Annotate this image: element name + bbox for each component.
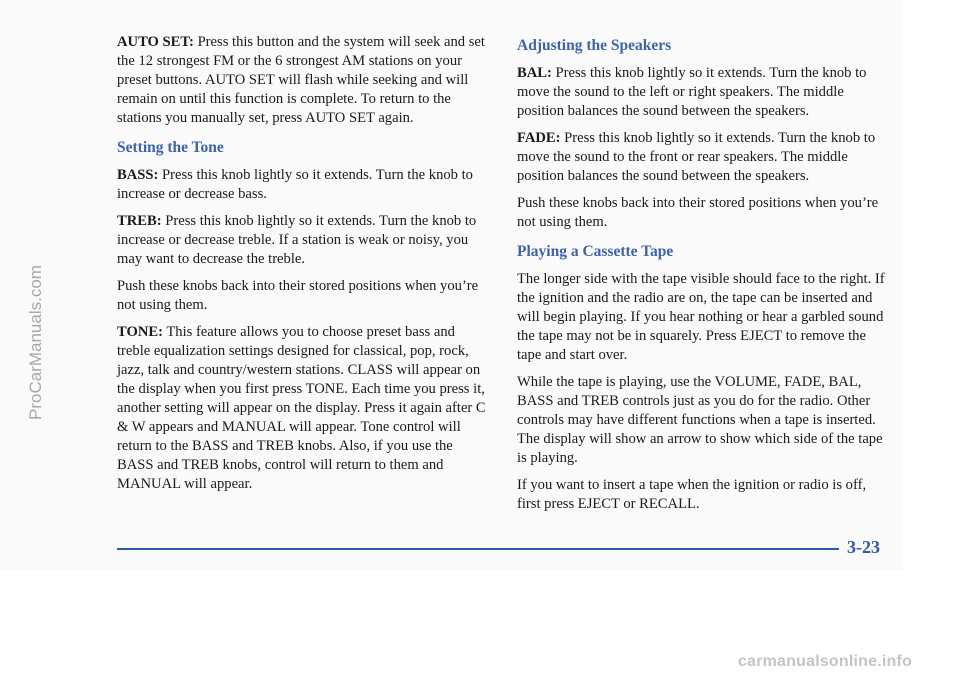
bal-text: Press this knob lightly so it extends. Turn the knob to move the sound to the left or right speakers. The middle position balances the sound between the speakers.: [517, 65, 867, 119]
push-knobs-paragraph: Push these knobs back into their stored positions when you’re not using them.: [117, 278, 479, 313]
bal-term: BAL:: [517, 65, 552, 81]
bass-paragraph: [117, 166, 487, 204]
left-column: [117, 33, 487, 502]
bass-term: BASS:: [117, 167, 159, 183]
tone-paragraph: [117, 323, 487, 494]
treb-text: Press this knob lightly so it extends. Turn the knob to increase or decrease treble. If a station is weak or noisy, you may want to decrease the treble.: [117, 213, 477, 267]
footer-rule: [117, 548, 839, 550]
tone-term: TONE:: [117, 324, 163, 340]
cassette-paragraph-3: If you want to insert a tape when the ignition or radio is off, first press EJECT or RECALL.: [517, 477, 867, 512]
auto-set-term: AUTO SET:: [117, 34, 194, 50]
watermark-footer: carmanualsonline.info: [738, 653, 913, 670]
auto-set-text: Press this button and the system will seek and set the 12 strongest FM or the 6 strongest AM stations on your preset buttons. AUTO SET will flash while seeking and will remain on until this function is complete. To return to the stations you manually set, press AUTO SET again.: [117, 34, 485, 126]
cassette-paragraph-1: The longer side with the tape visible should face to the right. If the ignition and the radio are on, the tape can be inserted and will begin playing. If you hear nothing or hear a garbled sound the tape may not be in squarely. Press EJECT to remove the tape and start over.: [517, 271, 885, 363]
tone-text: This feature allows you to choose preset bass and treble equalization settings designed for classical, pop, rock, jazz, talk and country/western stations. CLASS will appear on the display when you first press TONE. Each time you press it, another setting will appear on the display. Press it again after C & W appears and MANUAL will appear. Tone control will return to the BASS and TREB knobs. Also, if you use the BASS and TREB knobs, control will return to them and MANUAL will appear.: [117, 324, 486, 492]
auto-set-paragraph: [117, 33, 487, 128]
tone-heading: Setting the Tone: [117, 139, 224, 156]
right-column: [517, 33, 890, 522]
fade-paragraph: [517, 129, 890, 186]
treb-paragraph: [117, 212, 487, 269]
cassette-heading: Playing a Cassette Tape: [517, 243, 674, 260]
cassette-paragraph-2: While the tape is playing, use the VOLUME, FADE, BAL, BASS and TREB controls just as you do for the radio. Other controls may have different functions when a tape is inserted. The display will show an arrow to show which side of the tape is playing.: [517, 374, 883, 466]
treb-term: TREB:: [117, 213, 162, 229]
watermark-left: ProCarManuals.com: [26, 265, 45, 420]
speakers-heading: Adjusting the Speakers: [517, 37, 672, 54]
fade-text: Press this knob lightly so it extends. Turn the knob to move the sound to the front or rear speakers. The middle position balances the sound between the speakers.: [517, 130, 876, 184]
bass-text: Press this knob lightly so it extends. Turn the knob to increase or decrease bass.: [117, 167, 473, 202]
page-number: 3-23: [847, 537, 880, 557]
fade-term: FADE:: [517, 130, 561, 146]
push-knobs-paragraph-right: Push these knobs back into their stored positions when you’re not using them.: [517, 195, 879, 230]
bal-paragraph: [517, 64, 890, 121]
